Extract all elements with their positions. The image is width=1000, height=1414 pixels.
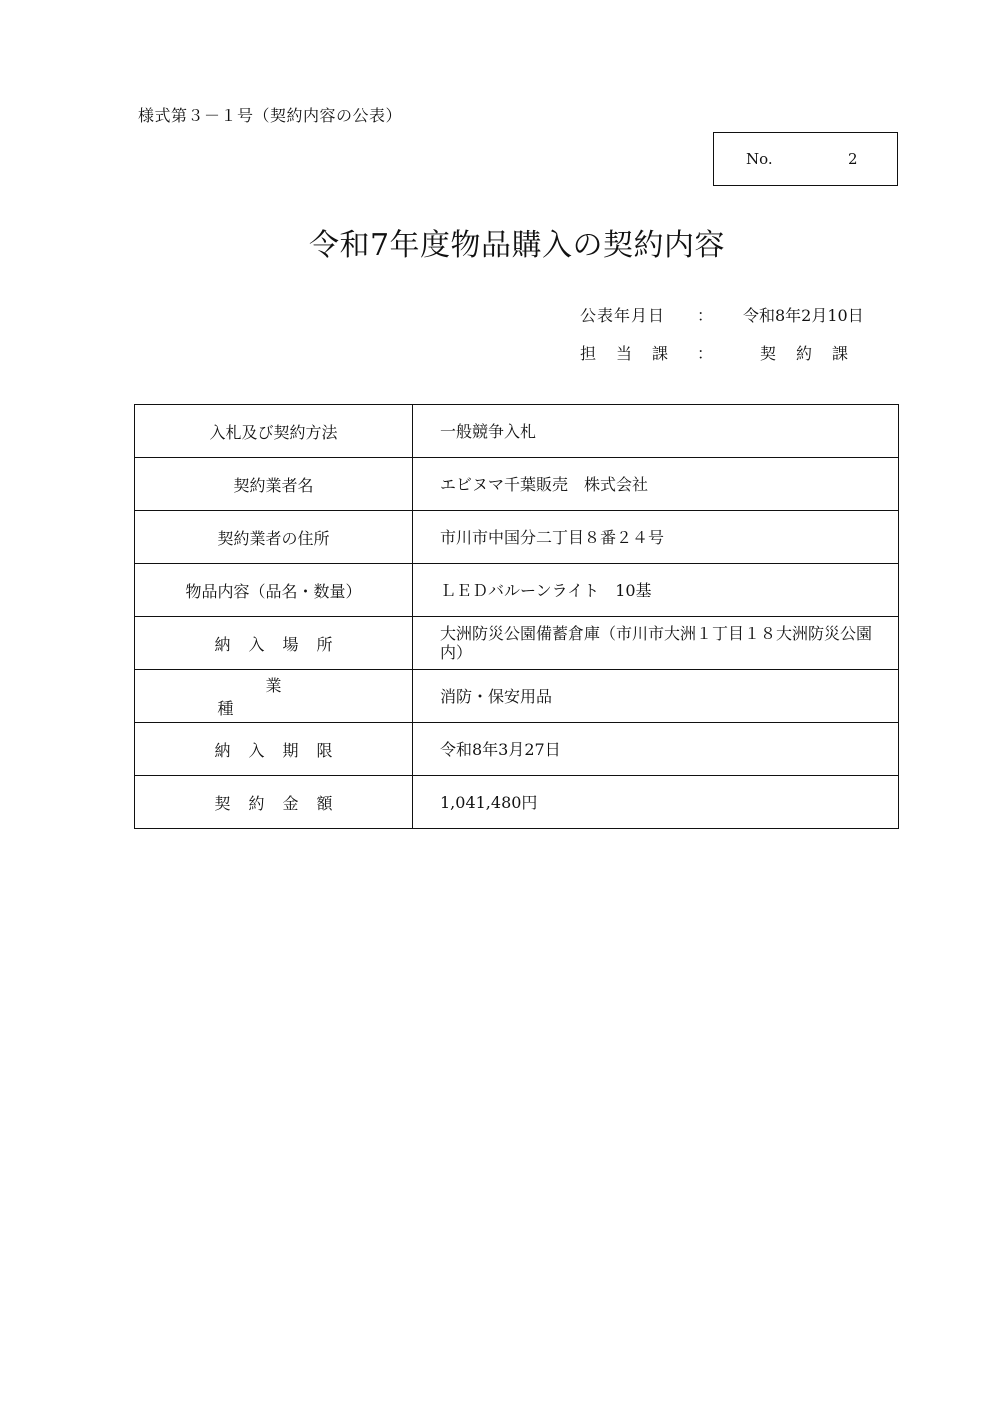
- row-label-delivery-place: [135, 617, 413, 670]
- row-value-industry: 消防・保安用品: [413, 670, 899, 723]
- row-value-bid-method: 一般競争入札: [413, 405, 899, 458]
- department-label: 担当課: [580, 344, 689, 363]
- table-row: [135, 723, 899, 776]
- row-label-contractor-name: 契約業者名: [135, 458, 413, 511]
- table-row: [135, 405, 899, 458]
- department-value: 契約課: [760, 344, 869, 363]
- row-label-contract-amount: [135, 776, 413, 829]
- document-number-value: 2: [848, 150, 858, 168]
- document-number-label: No.: [746, 150, 773, 168]
- contract-amount-label-text: 契約金額: [214, 793, 351, 813]
- table-row: [135, 564, 899, 617]
- row-label-contractor-address: 契約業者の住所: [135, 511, 413, 564]
- delivery-place-label-text: 納入場所: [214, 634, 351, 654]
- delivery-deadline-label-text: 納入期限: [214, 740, 351, 760]
- row-value-contract-amount: 1,041,480円: [413, 776, 899, 829]
- document-number-box: [713, 132, 898, 186]
- row-label-item-details: 物品内容（品名・数量）: [135, 564, 413, 617]
- publish-date-colon: ：: [697, 306, 714, 325]
- row-label-industry: [135, 670, 413, 723]
- publish-date-value: 令和8年2月10日: [743, 306, 864, 325]
- table-row: [135, 617, 899, 670]
- industry-label-text: 業種: [217, 676, 378, 718]
- publish-date-label: 公表年月日: [580, 306, 666, 325]
- table-row: [135, 458, 899, 511]
- contract-details-table: [134, 404, 899, 829]
- row-value-contractor-name: エビヌマ千葉販売 株式会社: [413, 458, 899, 511]
- row-label-bid-method: 入札及び契約方法: [135, 405, 413, 458]
- row-label-delivery-deadline: [135, 723, 413, 776]
- form-number-label: 様式第３－１号（契約内容の公表）: [138, 106, 403, 125]
- table-row: [135, 511, 899, 564]
- row-value-delivery-place: 大洲防災公園備蓄倉庫（市川市大洲１丁目１８大洲防災公園内）: [413, 617, 899, 670]
- table-row: [135, 776, 899, 829]
- department-colon: ：: [697, 344, 714, 363]
- row-value-item-details: ＬＥＤバルーンライト 10基: [413, 564, 899, 617]
- table-row: [135, 670, 899, 723]
- row-value-delivery-deadline: 令和8年3月27日: [413, 723, 899, 776]
- row-value-contractor-address: 市川市中国分二丁目８番２４号: [413, 511, 899, 564]
- page-title: 令和7年度物品購入の契約内容: [308, 228, 726, 263]
